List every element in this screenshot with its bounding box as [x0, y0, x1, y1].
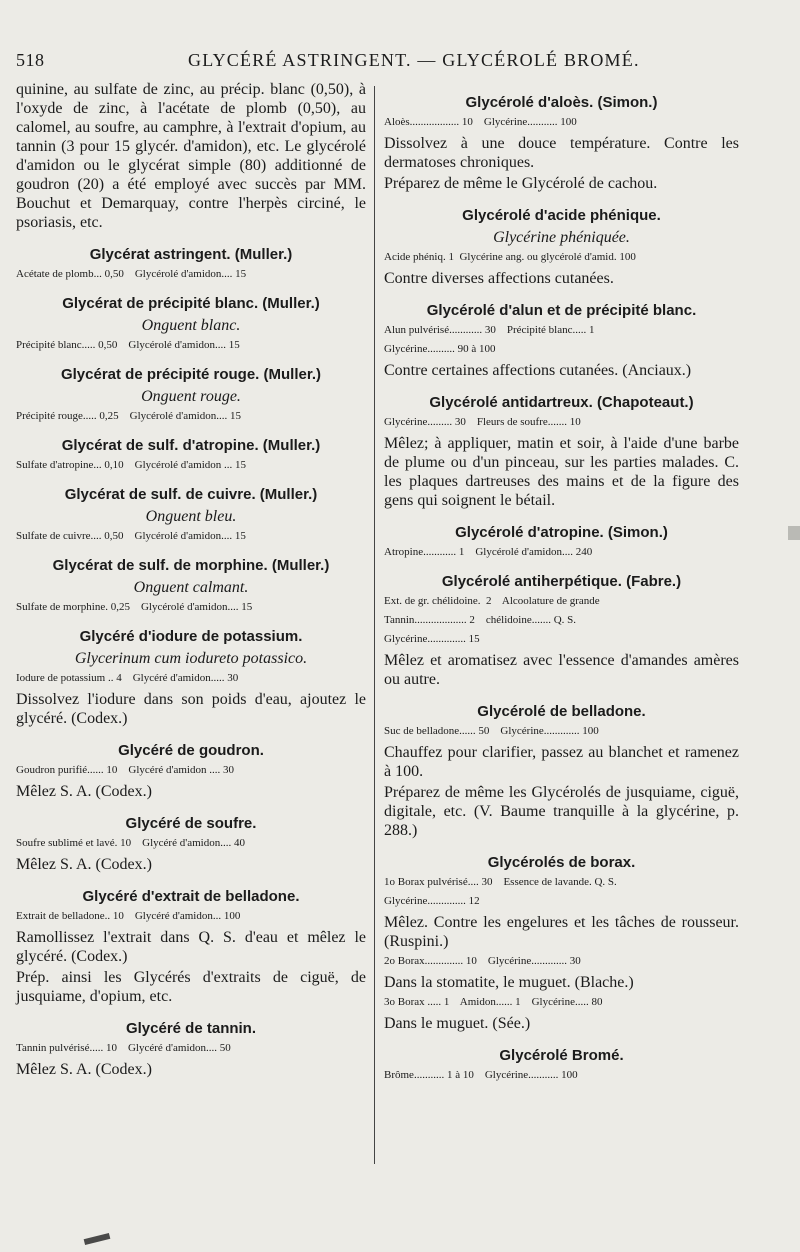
section-note: Préparez de même les Glycérolés de jusquiame, ciguë, digitale, etc. (V. Baume tranquille à la glycérine, p. 288.)	[384, 784, 739, 839]
section-subtitle: Onguent bleu.	[145, 508, 237, 525]
formula-section	[16, 245, 366, 281]
section-note: Chauffez pour clarifier, passez au blanchet et ramenez à 100.	[384, 744, 739, 780]
right-column	[384, 80, 739, 1087]
formula-section	[16, 485, 366, 543]
formula-section	[16, 814, 366, 874]
formula-section	[384, 954, 739, 992]
page-number: 518	[16, 50, 45, 70]
section-title: Glycérat de précipité blanc. (Muller.)	[62, 295, 320, 312]
formula-section	[384, 1046, 739, 1082]
section-note: Mêlez. Contre les engelures et les tâches de rousseur. (Ruspini.)	[384, 914, 739, 950]
running-title: GLYCÉRÉ ASTRINGENT. — GLYCÉROLÉ BROMÉ.	[188, 50, 640, 70]
section-title: Glycérolé d'alun et de précipité blanc.	[426, 302, 697, 319]
formula-section	[384, 995, 739, 1033]
formula-section	[16, 365, 366, 423]
section-note: Dissolvez l'iodure dans son poids d'eau, ajoutez le glycéré. (Codex.)	[16, 691, 366, 727]
section-title: Glycérolé d'aloès. (Simon.)	[465, 94, 658, 111]
section-title: Glycérolé d'atropine. (Simon.)	[455, 524, 668, 541]
formula-section	[384, 853, 739, 951]
formula-section	[16, 627, 366, 728]
section-note: Contre diverses affections cutanées.	[384, 270, 614, 287]
recipe-line: Glycérine......... 30 Fleurs de soufre....... 10	[384, 416, 581, 428]
ink-smudge	[84, 1233, 111, 1245]
section-title: Glycérat astringent. (Muller.)	[89, 246, 293, 263]
section-subtitle: Onguent blanc.	[141, 317, 241, 334]
recipe-line: Suc de belladone...... 50 Glycérine............. 100	[384, 725, 599, 737]
section-note: Mêlez; à appliquer, matin et soir, à l'aide d'une barbe de plume ou d'un pinceau, sur les parties malades. C. les plaques dartreuses des mains et de la figure des gens qui soignent le bétail.	[384, 435, 739, 509]
formula-section	[384, 393, 739, 510]
recipe-line: Glycérine.............. 15	[384, 633, 480, 645]
formula-section	[384, 206, 739, 288]
recipe-line: Iodure de potassium .. 4 Glycéré d'amidon..... 30	[16, 672, 239, 684]
page-edge-mark	[788, 526, 800, 540]
section-title: Glycérolé antidartreux. (Chapoteaut.)	[429, 394, 694, 411]
recipe-line: Aloès.................. 10 Glycérine........... 100	[384, 116, 577, 128]
formula-section	[16, 436, 366, 472]
recipe-line: Précipité rouge..... 0,25 Glycérolé d'amidon.... 15	[16, 410, 241, 422]
section-note: Préparez de même le Glycérolé de cachou.	[384, 175, 658, 192]
section-note: Mêlez S. A. (Codex.)	[16, 783, 152, 800]
left-column	[16, 80, 366, 1081]
formula-section	[16, 556, 366, 614]
recipe-line: Ext. de gr. chélidoine. 2 Alcoolature de grande	[384, 595, 600, 607]
formula-section	[384, 702, 739, 840]
section-note: Mêlez et aromatisez avec l'essence d'amandes amères ou autre.	[384, 652, 739, 688]
section-note: Dissolvez à une douce température. Contre les dermatoses chroniques.	[384, 135, 739, 171]
section-title: Glycérat de sulf. d'atropine. (Muller.)	[61, 437, 321, 454]
section-subtitle: Glycérine phéniquée.	[493, 229, 630, 246]
formula-section	[16, 1019, 366, 1079]
recipe-line: Atropine............ 1 Glycérolé d'amidon.... 240	[384, 546, 593, 558]
section-title: Glycérat de précipité rouge. (Muller.)	[60, 366, 322, 383]
formula-section	[384, 523, 739, 559]
section-note: Mêlez S. A. (Codex.)	[16, 1061, 152, 1078]
section-note: Ramollissez l'extrait dans Q. S. d'eau et mêlez le glycéré. (Codex.)	[16, 929, 366, 965]
recipe-line: Sulfate de cuivre.... 0,50 Glycérolé d'amidon.... 15	[16, 530, 246, 542]
recipe-line: Goudron purifié...... 10 Glycéré d'amidon .... 30	[16, 764, 234, 776]
intro-paragraph: quinine, au sulfate de zinc, au précip. blanc (0,50), à l'oxyde de zinc, à l'acétate de plomb (0,50), au calomel, au soufre, au camphre, à l'extrait d'opium, au tannin (3 pour 15 glycér. d'amidon), etc. Le glycérolé d'amidon ou le glycérat simple (80) additionné de goudron (20) a été employé avec succès par MM. Bouchut et Demarquay, contre l'herpès circiné, le psoriasis, etc.	[16, 81, 366, 231]
section-title: Glycéré d'extrait de belladone.	[82, 888, 300, 905]
section-note: Contre certaines affections cutanées. (Anciaux.)	[384, 362, 692, 379]
recipe-line: 1o Borax pulvérisé.... 30 Essence de lavande. Q. S.	[384, 876, 617, 888]
recipe-line: 3o Borax ..... 1 Amidon...... 1 Glycérine..... 80	[384, 996, 603, 1008]
section-title: Glycérolé de belladone.	[477, 703, 646, 720]
section-title: Glycérat de sulf. de cuivre. (Muller.)	[64, 486, 318, 503]
section-note: Dans la stomatite, le muguet. (Blache.)	[384, 974, 634, 991]
section-title: Glycérat de sulf. de morphine. (Muller.)	[52, 557, 330, 574]
section-title: Glycéré de tannin.	[125, 1020, 257, 1037]
recipe-line: Glycérine.......... 90 à 100	[384, 343, 496, 355]
section-note: Mêlez S. A. (Codex.)	[16, 856, 152, 873]
recipe-line: Tannin pulvérisé..... 10 Glycéré d'amidon.... 50	[16, 1042, 231, 1054]
recipe-line: Tannin................... 2 chélidoine....... Q. S.	[384, 614, 577, 626]
page-header	[16, 50, 776, 74]
section-title: Glycéré de goudron.	[118, 742, 264, 759]
recipe-line: Brôme........... 1 à 10 Glycérine........... 100	[384, 1069, 578, 1081]
section-title: Glycérolé Bromé.	[499, 1047, 624, 1064]
section-subtitle: Onguent rouge.	[141, 388, 241, 405]
recipe-line: Extrait de belladone.. 10 Glycéré d'amidon... 100	[16, 910, 241, 922]
section-title: Glycéré de soufre.	[125, 815, 257, 832]
section-title: Glycérolé antiherpétique. (Fabre.)	[441, 573, 682, 590]
column-divider	[374, 86, 375, 1164]
section-note: Prép. ainsi les Glycérés d'extraits de ciguë, de jusquiame, d'opium, etc.	[16, 969, 366, 1005]
section-title: Glycérolés de borax.	[487, 854, 636, 871]
section-note: Dans le muguet. (Sée.)	[384, 1015, 531, 1032]
recipe-line: Sulfate d'atropine... 0,10 Glycérolé d'amidon ... 15	[16, 459, 247, 471]
section-subtitle: Onguent calmant.	[133, 579, 249, 596]
formula-section	[16, 294, 366, 352]
formula-section	[384, 301, 739, 380]
recipe-line: Précipité blanc..... 0,50 Glycérolé d'amidon.... 15	[16, 339, 240, 351]
formula-section	[384, 572, 739, 689]
formula-section	[16, 887, 366, 1006]
recipe-line: Soufre sublimé et lavé. 10 Glycéré d'amidon.... 40	[16, 837, 245, 849]
recipe-line: Acétate de plomb... 0,50 Glycérolé d'amidon.... 15	[16, 268, 247, 280]
recipe-line: Sulfate de morphine. 0,25 Glycérolé d'amidon.... 15	[16, 601, 253, 613]
recipe-line: Glycérine.............. 12	[384, 895, 480, 907]
recipe-line: Alun pulvérisé............ 30 Précipité blanc..... 1	[384, 324, 595, 336]
section-title: Glycéré d'iodure de potassium.	[79, 628, 303, 645]
section-subtitle: Glycerinum cum iodureto potassico.	[74, 650, 308, 667]
recipe-line: Acide phéniq. 1 Glycérine ang. ou glycérolé d'amid. 100	[384, 251, 636, 263]
recipe-line: 2o Borax.............. 10 Glycérine............. 30	[384, 955, 581, 967]
formula-section	[16, 741, 366, 801]
formula-section	[384, 93, 739, 193]
section-title: Glycérolé d'acide phénique.	[462, 207, 661, 224]
